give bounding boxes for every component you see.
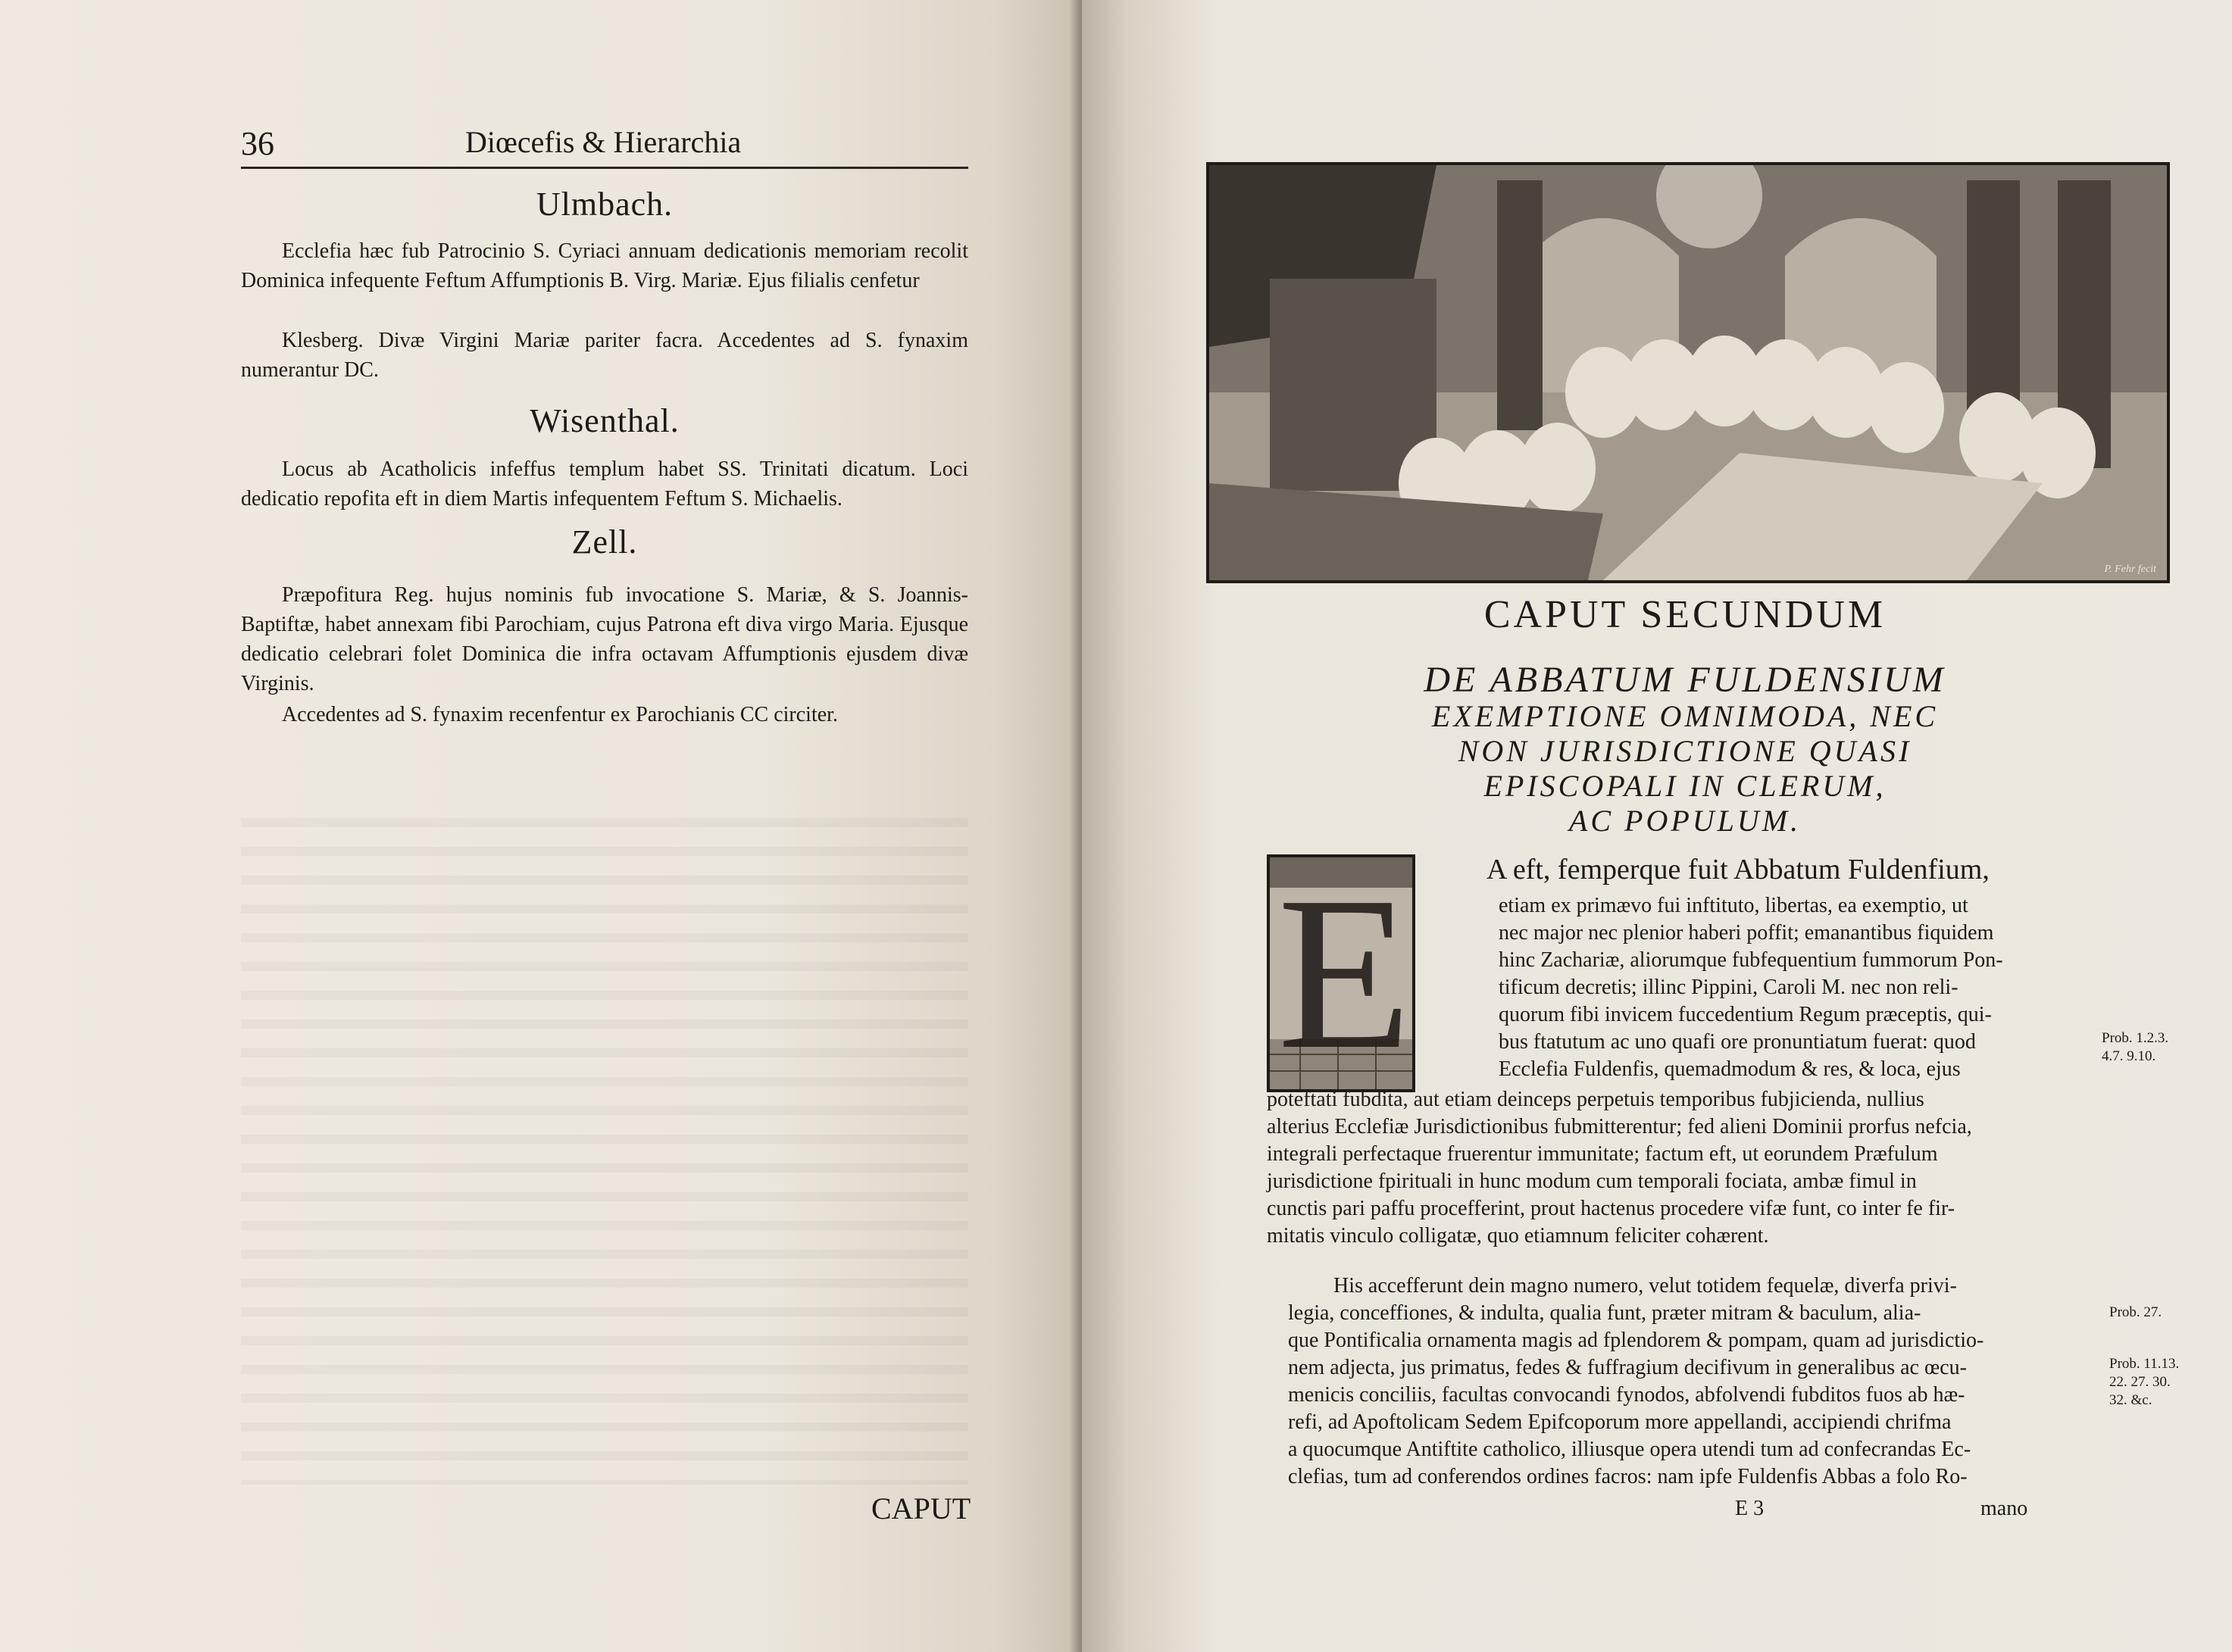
- paragraph-text: Accedentes ad S. fynaxim recenfentur ex Parochianis CC circiter.: [282, 703, 838, 726]
- paragraph-wisenthal: [241, 454, 968, 514]
- body-line: tificum decretis; illinc Pippini, Caroli M. nec non reli-: [1499, 976, 1958, 999]
- paragraph-text: Klesberg. Divæ Virgini Mariæ pariter facra. Accedentes ad S. fynaxim numerantur DC.: [241, 329, 968, 382]
- paragraph-zell-synaxis: [241, 700, 968, 729]
- running-head: [241, 121, 968, 169]
- section-title-wisenthal: Wisenthal.: [530, 402, 680, 439]
- signature-mark: E 3: [1735, 1497, 1765, 1520]
- engraving-illustration: [1209, 165, 2167, 580]
- headpiece-engraving: [1206, 162, 2170, 583]
- margin-note: Prob. 27.: [2109, 1304, 2162, 1320]
- margin-note: Prob. 11.13.: [2109, 1356, 2180, 1372]
- body-line: integrali perfectaque fruerentur immunitate; factum eft, ut eorundem Præfulum: [1267, 1142, 1938, 1166]
- body-line: que Pontificalia ornamenta magis ad fplendorem & pompam, quam ad jurisdictio-: [1288, 1329, 1984, 1352]
- body-line: refi, ad Apoftolicam Sedem Epifcoporum more appellandi, accipiendi chrifma: [1288, 1410, 1952, 1434]
- section-title-ulmbach: Ulmbach.: [536, 186, 674, 223]
- body-line: clefias, tum ad conferendos ordines facros: nam ipfe Fuldenfis Abbas a folo Ro-: [1288, 1465, 1968, 1488]
- body-line: alterius Ecclefiæ Jurisdictionibus fubmitterentur; fed alieni Dominii prorfus nefcia,: [1267, 1115, 1972, 1138]
- decorated-initial: [1267, 854, 1415, 1092]
- margin-note: 4.7. 9.10.: [2102, 1048, 2156, 1064]
- body-line: a quocumque Antiftite catholico, illiusque opera utendi tum ad confecrandas Ec-: [1288, 1438, 1971, 1461]
- chapter-subtitle-line: AC POPULUM.: [1568, 804, 1802, 838]
- body-line: legia, conceffiones, & indulta, qualia funt, præter mitram & baculum, alia-: [1288, 1301, 1921, 1325]
- chapter-title: CAPUT SECUNDUM: [1483, 593, 1887, 636]
- paragraph-text: Ecclefia hæc fub Patrocinio S. Cyriaci annuam dedicationis memoriam recolit Dominica infequente Feftum Affumptionis B. Virg. Mariæ. Ejus filialis cenfetur: [241, 239, 968, 292]
- body-line: cunctis pari paffu procefferint, prout hactenus procedere vifæ funt, co inter fe fir-: [1267, 1197, 1955, 1220]
- margin-note: 22. 27. 30.: [2109, 1374, 2171, 1390]
- initial-letter: E: [1277, 854, 1412, 1092]
- body-line: His accefferunt dein magno numero, velut totidem fequelæ, diverfa privi-: [1333, 1274, 1957, 1298]
- body-line: Ecclefia Fuldenfis, quemadmodum & res, & loca, ejus: [1499, 1057, 1961, 1081]
- body-line: jurisdictione fpirituali in hunc modum cum temporali fociata, ambæ fimul in: [1267, 1170, 1917, 1193]
- paragraph-ulmbach: [241, 236, 968, 295]
- left-page: [0, 0, 1082, 1652]
- body-line: A eft, femperque fuit Abbatum Fuldenfium,: [1486, 854, 1990, 885]
- catchword-right: mano: [1980, 1497, 2028, 1520]
- paragraph-text: Locus ab Acatholicis infeffus templum habet SS. Trinitati dicatum. Loci dedicatio repofita eft in diem Martis infequentem Feftum S. Michaelis.: [241, 458, 968, 511]
- engraver-signature: P. Fehr fecit: [2104, 564, 2156, 575]
- chapter-subtitle-line: EXEMPTIONE OMNIMODA, NEC: [1431, 699, 1939, 733]
- body-line: hinc Zachariæ, aliorumque fubfequentium fummorum Pon-: [1499, 948, 2003, 972]
- paragraph-zell: [241, 580, 968, 698]
- catchword-left: CAPUT: [871, 1491, 971, 1526]
- margin-note: Prob. 1.2.3.: [2102, 1030, 2169, 1046]
- body-line: mitatis vinculo colligatæ, quo etiamnum feliciter cohærent.: [1267, 1224, 1769, 1248]
- paragraph-text: Præpofitura Reg. hujus nominis fub invocatione S. Mariæ, & S. Joannis-Baptiftæ, habet annexam fibi Parochiam, cujus Patrona eft diva virgo Maria. Ejusque dedicatio celebrari folet Dominica die infra octavam Affumptionis ejusdem divæ Virginis.: [241, 583, 968, 695]
- body-line: nem adjecta, jus primatus, fedes & fuffragium decifivum in generalibus ac œcu-: [1288, 1356, 1967, 1379]
- body-line: etiam ex primævo fui inftituto, libertas, ea exemptio, ut: [1499, 894, 1968, 917]
- chapter-subtitle-line: NON JURISDICTIONE QUASI: [1458, 734, 1912, 768]
- running-head-title: Diœcefis & Hierarchia: [465, 125, 742, 159]
- body-line: bus ftatutum ac uno quafi ore pronuntiatum fuerat: quod: [1499, 1030, 1976, 1054]
- body-line: quorum fibi invicem fuccedentium Regum præceptis, qui-: [1499, 1003, 1992, 1026]
- paragraph-klesberg: [241, 326, 968, 385]
- section-title-zell: Zell.: [571, 523, 638, 561]
- chapter-subtitle-line: DE ABBATUM FULDENSIUM: [1424, 660, 1946, 700]
- page-number: 36: [241, 125, 274, 162]
- body-line: menicis conciliis, facultas convocandi fynodos, abfolvendi fubditos fuos ab hæ-: [1288, 1383, 1965, 1407]
- body-line: poteftati fubdita, aut etiam deinceps perpetuis temporibus fubjicienda, nullius: [1267, 1088, 1924, 1111]
- bleed-through-texture: [241, 818, 968, 1485]
- margin-note: 32. &c.: [2109, 1392, 2152, 1408]
- chapter-subtitle-line: EPISCOPALI IN CLERUM,: [1483, 769, 1887, 803]
- body-line: nec major nec plenior haberi poffit; emanantibus fiquidem: [1499, 921, 1994, 945]
